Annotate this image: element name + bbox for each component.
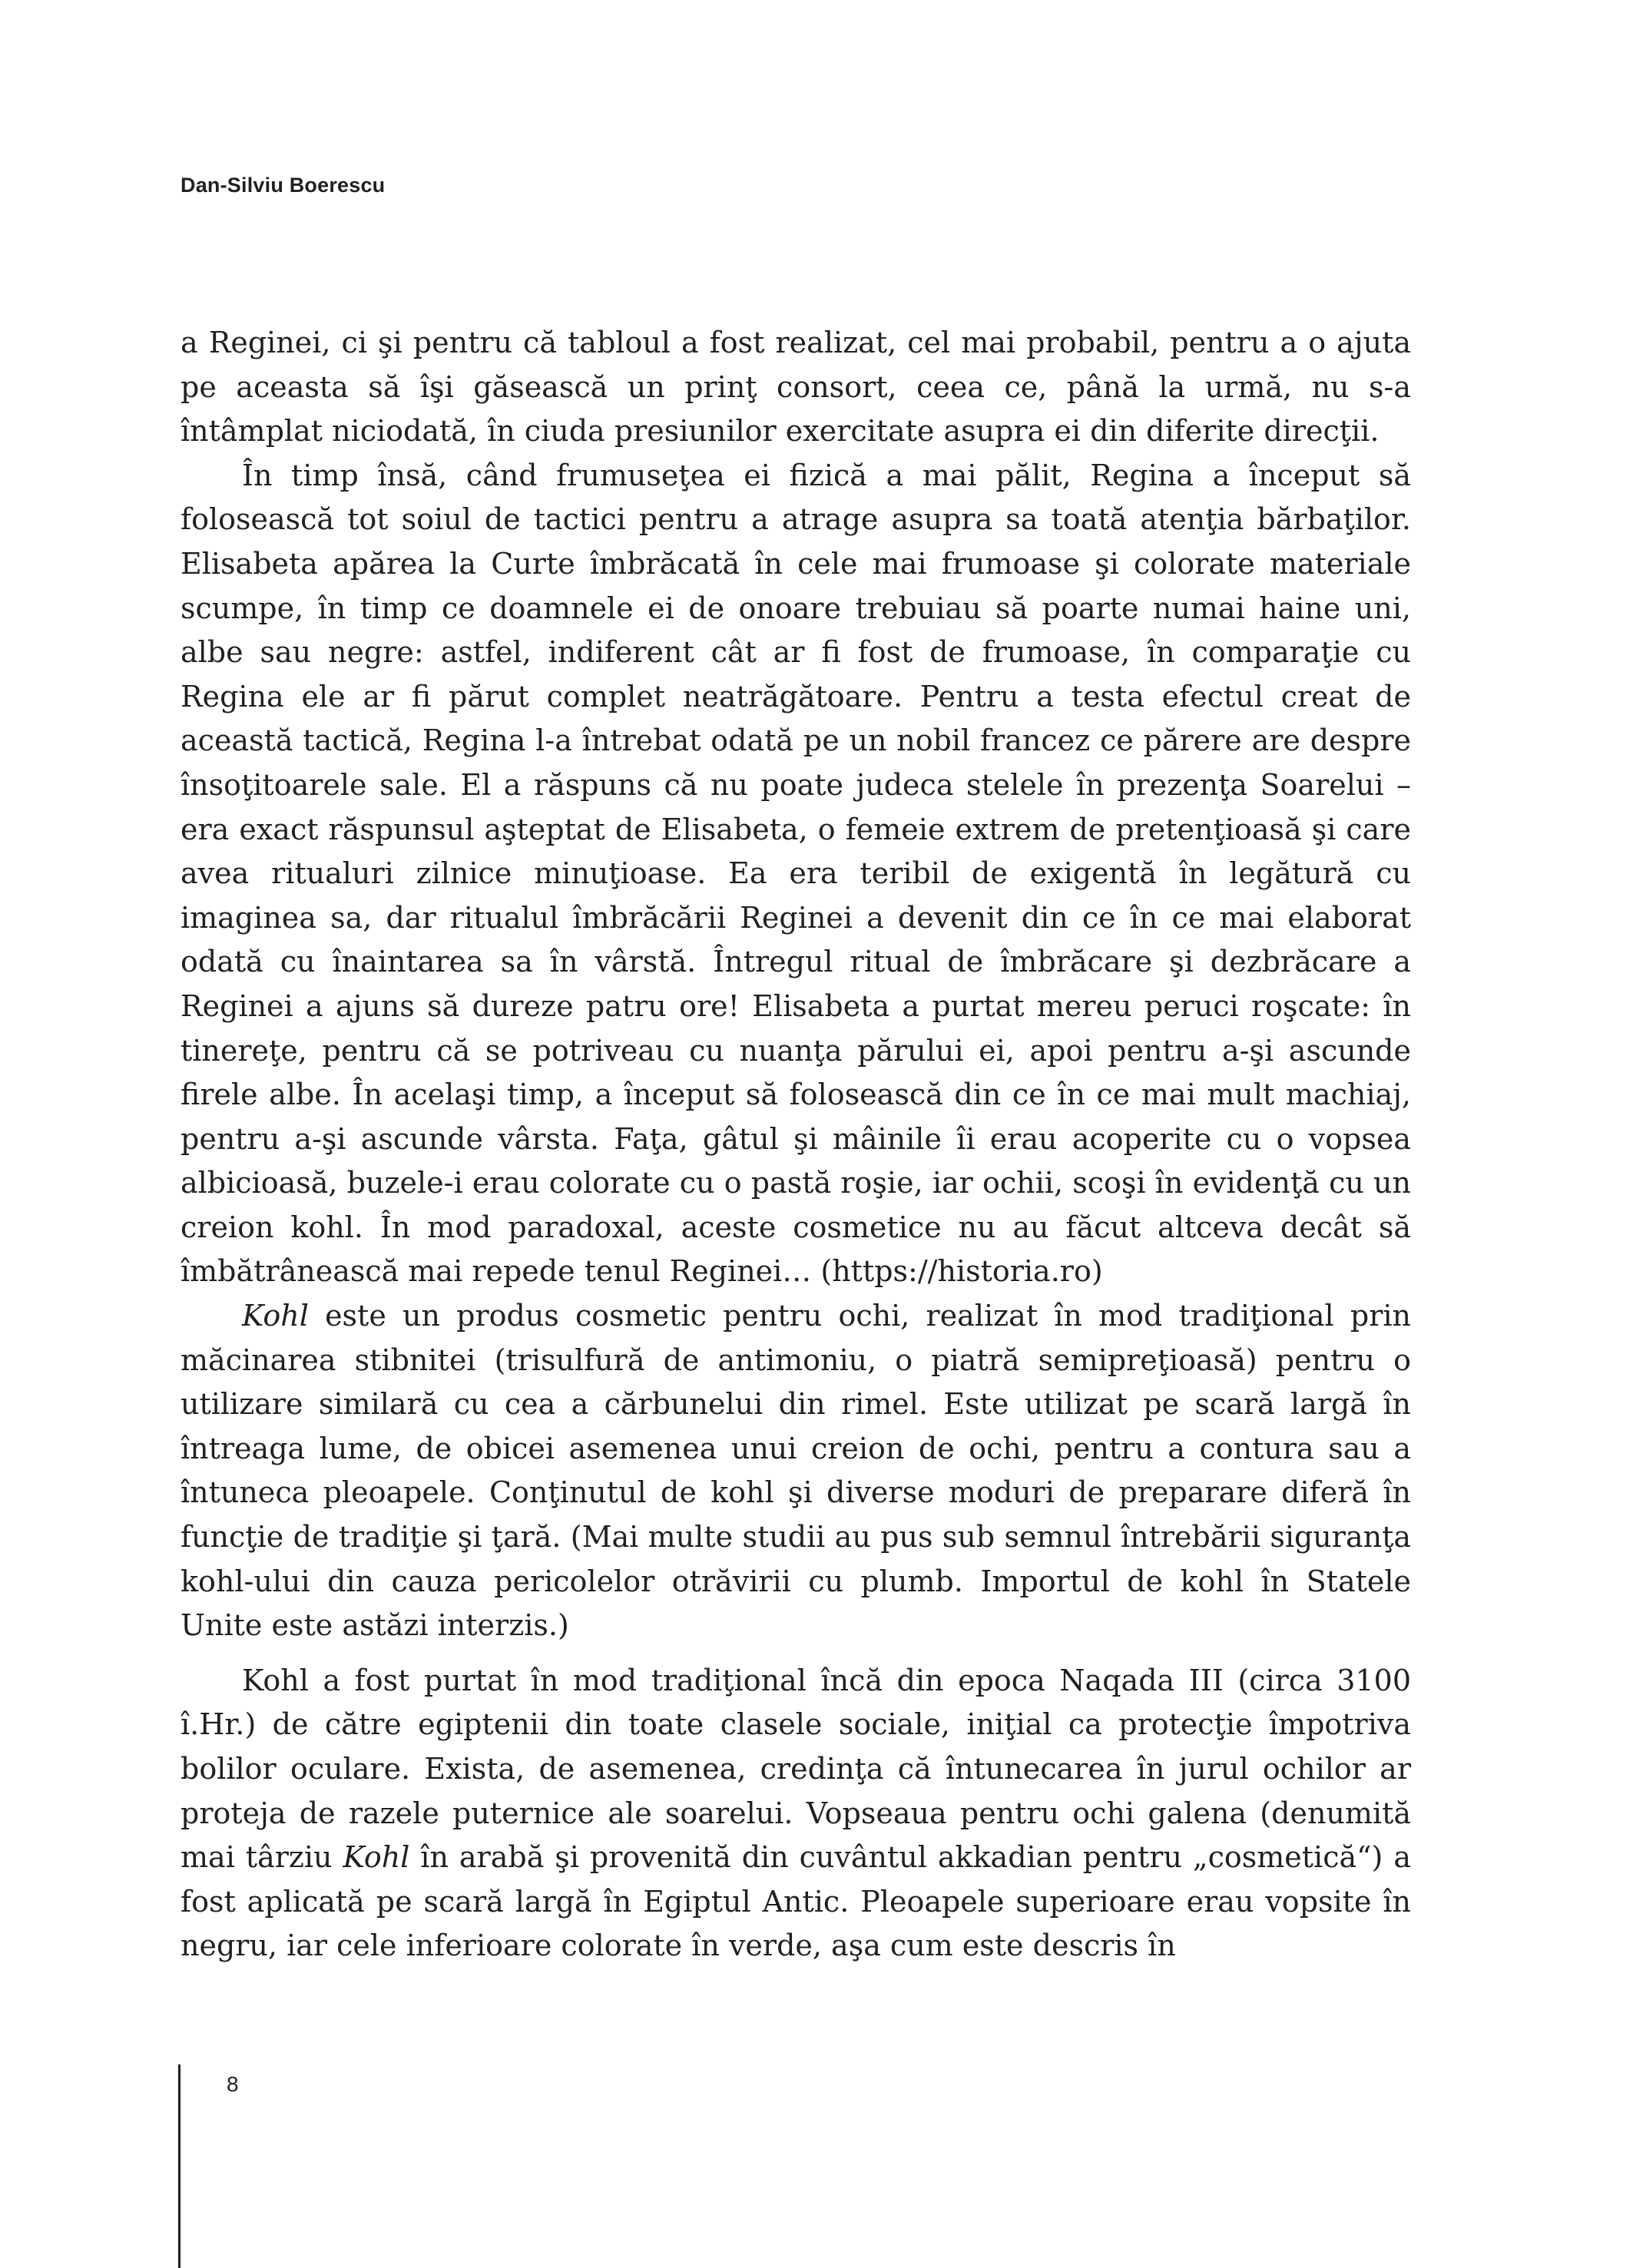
paragraph-3-text: este un produs cosmetic pentru ochi, realizat în mod tradiţional prin măcinarea stibnitei (trisulfură de antimoniu, o piatră semipreţioasă) pentru o utilizare similară cu cea a cărbunelui din rimel. Este utilizat pe scară largă în întreaga lume, de obicei asemenea unui creion de ochi, pentru a contura sau a întuneca pleoapele. Conţinutul de kohl şi diverse moduri de preparare diferă în funcţie de tradiţie şi ţară. (Mai multe studii au pus sub semnul întrebării siguranţa kohl-ului din cauza pericolelor otrăvirii cu plumb. Importul de kohl în Statele Unite este astăzi interzis.)	[181, 1299, 1411, 1643]
paragraph-3	[181, 1294, 1411, 1648]
paragraph-1: a Reginei, ci şi pentru că tabloul a fost realizat, cel mai probabil, pentru a o ajuta pe aceasta să îşi găsească un prinţ consort, ceea ce, până la urmă, nu s-a întâmplat niciodată, în ciuda presiunilor exercitate asupra ei din diferite direcţii.	[181, 326, 1411, 449]
paragraph-4	[181, 1659, 1411, 1968]
body-text	[181, 321, 1411, 1968]
margin-rule	[178, 2064, 181, 2268]
running-header-author: Dan-Silviu Boerescu	[181, 174, 386, 197]
page-number: 8	[227, 2072, 239, 2096]
paragraph-3-term: Kohl	[242, 1299, 309, 1333]
paragraph-4-text-start: Kohl a fost purtat în mod tradiţional încă din epoca Naqada III (circa 3100 î.Hr.) de către egiptenii din toate clasele sociale, iniţial ca protecţie împotriva bolilor oculare. Exista, de asemenea, credinţa că întunecarea în jurul ochilor ar proteja de razele puternice ale soarelui. Vopseaua pentru ochi galena (denumită mai târziu	[181, 1663, 1411, 1875]
paragraph-4-text-end: în arabă şi provenită din cuvântul akkadian pentru „cosmetică“) a fost aplicată pe scară largă în Egiptul Antic. Pleoapele superioare erau vopsite în negru, iar cele inferioare colorate în verde, aşa cum este descris în	[181, 1840, 1411, 1963]
paragraph-2: În timp însă, când frumuseţea ei fizică a mai pălit, Regina a început să folosească tot soiul de tactici pentru a atrage asupra sa toată atenţia bărbaţilor. Elisabeta apărea la Curte îmbrăcată în cele mai frumoase şi colorate materiale scumpe, în timp ce doamnele ei de onoare trebuiau să poarte numai haine uni, albe sau negre: astfel, indiferent cât ar fi fost de frumoase, în comparaţie cu Regina ele ar fi părut complet neatrăgătoare. Pentru a testa efectul creat de această tactică, Regina l-a întrebat odată pe un nobil francez ce părere are despre însoţitoarele sale. El a răspuns că nu poate judeca stelele în prezenţa Soarelui – era exact răspunsul aşteptat de Elisabeta, o femeie extrem de pretenţioasă şi care avea ritualuri zilnice minuţioase. Ea era teribil de exigentă în legătură cu imaginea sa, dar ritualul îmbrăcării Reginei a devenit din ce în ce mai elaborat odată cu înaintarea sa în vârstă. Întregul ritual de îmbrăcare şi dezbrăcare a Reginei a ajuns să dureze patru ore! Elisabeta a purtat mereu peruci roşcate: în tinereţe, pentru că se potriveau cu nuanţa părului ei, apoi pentru a-şi ascunde firele albe. În acelaşi timp, a început să folosească din ce în ce mai mult machiaj, pentru a-şi ascunde vârsta. Faţa, gâtul şi mâinile îi erau acoperite cu o vopsea albicioasă, buzele-i erau colorate cu o pastă roşie, iar ochii, scoşi în evidenţă cu un creion kohl. În mod paradoxal, aceste cosmetice nu au făcut altceva decât să îmbătrânească mai repede tenul Reginei… (https://historia.ro)	[181, 458, 1411, 1289]
paragraph-4-term: Kohl	[343, 1840, 410, 1875]
